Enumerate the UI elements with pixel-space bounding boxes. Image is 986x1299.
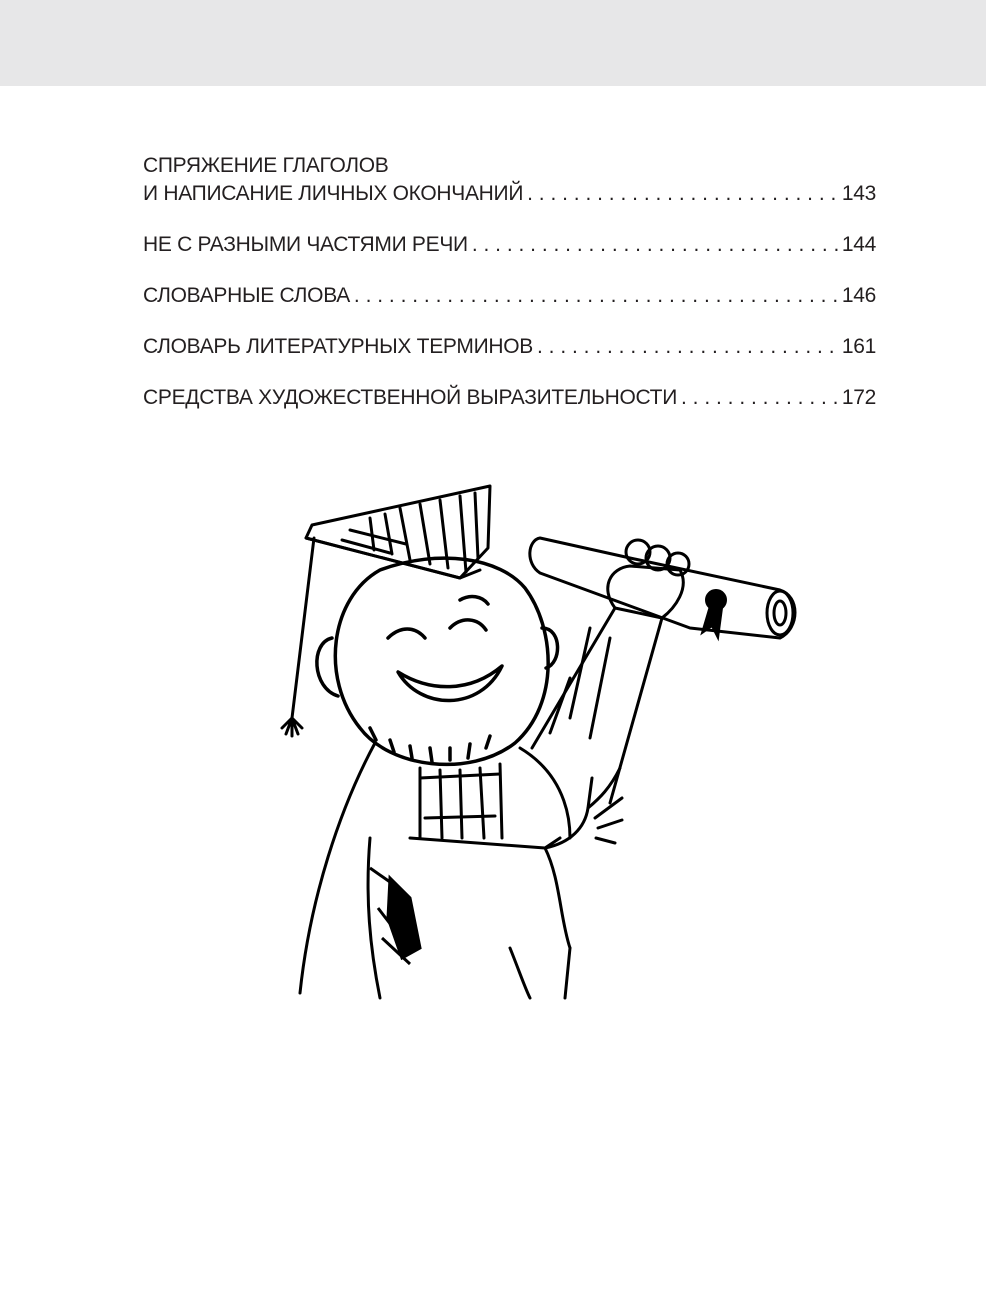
dot-leader bbox=[681, 384, 838, 412]
table-of-contents bbox=[143, 152, 876, 435]
toc-page-number: 146 bbox=[841, 284, 876, 307]
toc-entry-conjugation[interactable] bbox=[143, 152, 876, 208]
toc-entry-title-line1 bbox=[143, 152, 876, 180]
toc-entry-vocabulary-words[interactable] bbox=[143, 282, 876, 310]
graduate-with-diploma-icon bbox=[270, 478, 810, 1018]
header-band bbox=[0, 0, 986, 86]
toc-entry-expressive-means[interactable] bbox=[143, 384, 876, 412]
toc-page-number: 172 bbox=[841, 386, 876, 409]
toc-entry-title: И НАПИСАНИЕ ЛИЧНЫХ ОКОНЧАНИЙ bbox=[143, 182, 524, 205]
toc-entry-title: СРЕДСТВА ХУДОЖЕСТВЕННОЙ ВЫРАЗИТЕЛЬНОСТИ bbox=[143, 386, 677, 409]
toc-entry-literary-terms[interactable] bbox=[143, 333, 876, 361]
dot-leader bbox=[472, 231, 838, 259]
dot-leader bbox=[354, 282, 838, 310]
dot-leader bbox=[537, 333, 838, 361]
toc-entry-title-first-line: СПРЯЖЕНИЕ ГЛАГОЛОВ bbox=[143, 154, 389, 177]
toc-page-number: 143 bbox=[841, 182, 876, 205]
toc-entry-title: СЛОВАРЬ ЛИТЕРАТУРНЫХ ТЕРМИНОВ bbox=[143, 335, 533, 358]
toc-page-number: 144 bbox=[841, 233, 876, 256]
toc-entry-title: СЛОВАРНЫЕ СЛОВА bbox=[143, 284, 350, 307]
dot-leader bbox=[527, 180, 838, 208]
toc-entry-ne-particle[interactable] bbox=[143, 231, 876, 259]
toc-entry-title: НЕ С РАЗНЫМИ ЧАСТЯМИ РЕЧИ bbox=[143, 233, 468, 256]
toc-page-number: 161 bbox=[841, 335, 876, 358]
graduate-drawing-svg bbox=[270, 478, 810, 1018]
